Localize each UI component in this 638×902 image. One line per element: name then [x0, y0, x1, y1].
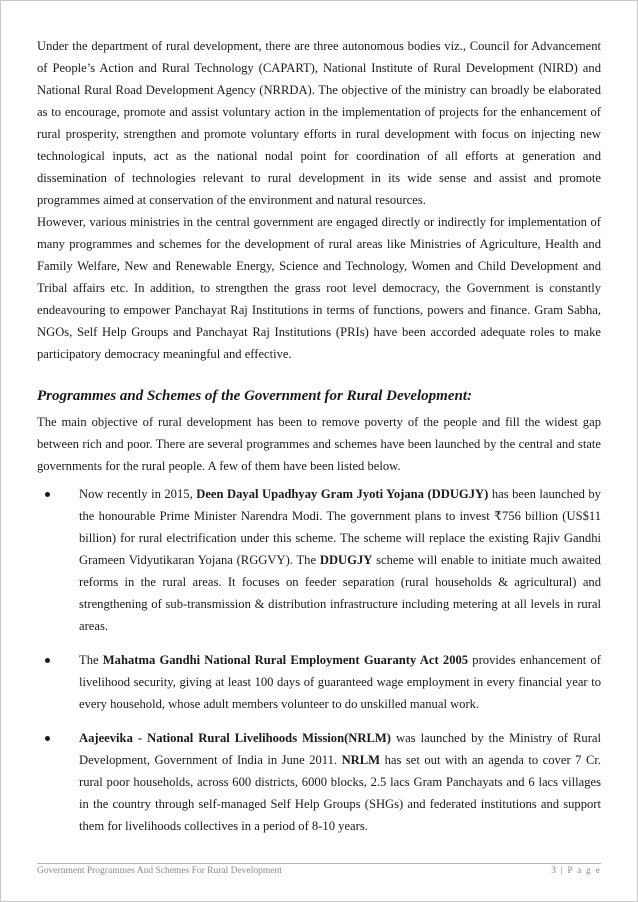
bullet-icon	[45, 736, 50, 741]
footer-title: Government Programmes And Schemes For Rural Development	[37, 866, 282, 876]
bullet-icon	[45, 492, 50, 497]
intro-paragraph-2: However, various ministries in the central government are engaged directly or indirectly for implementation of many programmes and schemes for the development of rural areas like Ministries of Agriculture, Health and Family Welfare, New and Renewable Energy, Science and Technology, Women and Child Development and Tribal affairs etc. In addition, to strengthen the grass root level democracy, the Government is constantly endeavouring to empower Panchayat Raj Institutions in terms of functions, powers and finance. Gram Sabha, NGOs, Self Help Groups and Panchayat Raj Institutions (PRIs) have been accorded adequate roles to make participatory democracy meaningful and effective.	[37, 215, 601, 361]
scheme-abbrev: DDUGJY	[319, 553, 373, 567]
scheme-text: has set out with an agenda to cover 7 Cr. rural poor households, across 600 districts, 6000 blocks, 2.5 lacs Gram Panchayats and 6 lacs villages in the country through self-managed Self Help Groups (SHGs) and federated institutions and support them for livelihoods collectives in a period of 8-10 years.	[79, 753, 601, 833]
section-lead-paragraph: The main objective of rural development has been to remove poverty of the people and fill the widest gap between rich and poor. There are several programmes and schemes have been launched by the central and state governments for the rural people. A few of them have been listed below.	[37, 415, 601, 473]
intro-paragraph-1: Under the department of rural development, there are three autonomous bodies viz., Council for Advancement of People’s Action and Rural Technology (CAPART), National Institute of Rural Development (NIRD) and National Rural Road Development Agency (NRRDA). The objective of the ministry can broadly be elaborated as to encourage, promote and assist voluntary action in the implementation of projects for the enhancement of rural prosperity, strengthen and promote voluntary efforts in rural development with focus on injecting new technological inputs, act as the national nodal point for coordination of all efforts at generation and dissemination of technologies relevant to rural development in its wide sense and assist and promote programmes aimed at conservation of the environment and natural resources.	[37, 39, 601, 207]
scheme-name: Deen Dayal Upadhyay Gram Jyoti Yojana (DDUGJY)	[196, 487, 489, 501]
scheme-abbrev: NRLM	[341, 753, 381, 767]
scheme-item-nrlm	[37, 727, 601, 837]
scheme-text: has been launched by the honourable Prime Minister Narendra Modi. The government plans to invest ₹756 billion (US$11 billion) for rural electrification under this scheme. The scheme will replace the existing Rajiv Gandhi Grameen Vidyutikaran Yojana (RGGVY). The	[79, 487, 601, 567]
scheme-name: Mahatma Gandhi National Rural Employment Guaranty Act 2005	[102, 653, 469, 667]
scheme-text: provides enhancement of livelihood security, giving at least 100 days of guaranteed wage employment in every financial year to every household, whose adult members volunteer to do unskilled manual work.	[79, 653, 602, 711]
bullet-icon	[45, 658, 50, 663]
scheme-text: Now recently in 2015,	[79, 487, 197, 501]
scheme-text: scheme will enable to initiate much awaited reforms in the rural areas. It focuses on feeder separation (rural households & agricultural) and strengthening of sub-transmission & distribution infrastructure including metering at all levels in rural areas.	[79, 553, 601, 633]
page-footer	[37, 863, 601, 876]
scheme-name: Aajeevika - National Rural Livelihoods Mission(NRLM)	[79, 731, 391, 745]
scheme-text: The	[79, 653, 103, 667]
scheme-text: was launched by the Ministry of Rural Development, Government of India in June 2011.	[79, 731, 601, 767]
scheme-item-ddugjy	[37, 483, 601, 637]
page-number: 3 | P a g e	[551, 866, 601, 876]
scheme-list	[37, 483, 601, 837]
page-content	[37, 35, 601, 849]
section-heading: Programmes and Schemes of the Government for Rural Development:	[37, 388, 472, 404]
scheme-item-mgnrega	[37, 649, 601, 715]
